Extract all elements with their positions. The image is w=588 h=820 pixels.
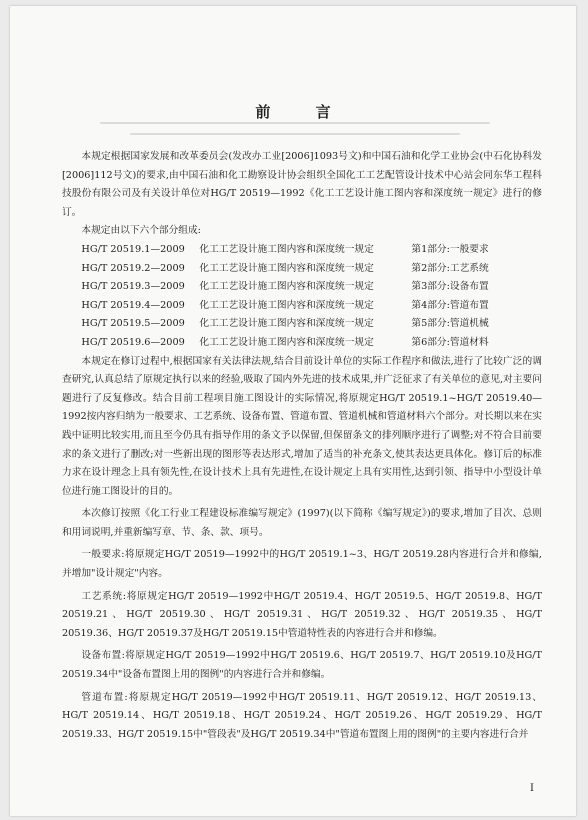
document-body [62,148,542,744]
part-section: 第5部分:管道机械 [411,318,489,330]
parts-list-item [62,315,542,334]
bleed-through-line [100,122,490,124]
parts-list-item [62,260,542,279]
part-name: 化工工艺设计施工图内容和深度统一规定 [199,262,374,274]
part-name: 化工工艺设计施工图内容和深度统一规定 [199,281,374,293]
part-section: 第4部分:管道布置 [411,299,489,311]
part-name: 化工工艺设计施工图内容和深度统一规定 [199,336,374,348]
part-name: 化工工艺设计施工图内容和深度统一规定 [199,318,374,330]
part-section: 第2部分:工艺系统 [411,262,489,274]
part-code: HG/T 20519.3—2009 [81,281,185,293]
intro-paragraph: 本规定根据国家发展和改革委员会(发改办工业[2006]1093号文)和中国石油和化学工业协会(中石化协科发[2006]112号文)的要求,由中国石油和化工勘察设计协会组织全国化工工艺配管设计技术中心站会同东华工程科技股份有限公司及有关设计单位对HG/T 20519—1992《化工工艺设计施工图内容和深度统一规定》进行的修订。 [62,151,542,218]
part-code: HG/T 20519.1—2009 [81,243,185,255]
page-number: I [530,783,534,794]
part-code: HG/T 20519.6—2009 [81,336,185,348]
part-section: 第3部分:设备布置 [411,281,489,293]
parts-list-item [62,334,542,353]
part-code: HG/T 20519.2—2009 [81,262,185,274]
parts-list-item [62,278,542,297]
part-name: 化工工艺设计施工图内容和深度统一规定 [199,243,374,255]
page-title: 前 言 [255,103,351,121]
part-code: HG/T 20519.5—2009 [81,318,185,330]
piping-layout-paragraph: 管道布置:将原规定HG/T 20519—1992中HG/T 20519.11、HG/T 20519.12、HG/T 20519.13、HG/T 20519.14、HG/T 20519.18、HG/T 20519.24、HG/T 20519.26、HG/T 20519.29、HG/T 20519.33、HG/T 20519.15中"管段表"及HG/T 20519.34中"管道布置图上用的图例"的主要内容进行合并 [62,691,542,740]
part-code: HG/T 20519.4—2009 [81,299,185,311]
parts-list-item [62,297,542,316]
process-system-paragraph: 工艺系统:将原规定HG/T 20519—1992中HG/T 20519.4、HG/T 20519.5、HG/T 20519.8、HG/T 20519.21、HG/T 20519.30、HG/T 20519.31、HG/T 20519.32、HG/T 20519.35、HG/T 20519.36、HG/T 20519.37及HG/T 20519.15中管道特性表的内容进行合并和修编。 [62,590,542,639]
general-requirements-paragraph: 一般要求:将原规定HG/T 20519—1992中的HG/T 20519.1~3、HG/T 20519.28内容进行合并和修编,并增加"设计规定"内容。 [62,549,542,580]
bleed-through-line [130,133,460,135]
document-page [10,6,576,816]
part-section: 第1部分:一般要求 [411,243,489,255]
part-name: 化工工艺设计施工图内容和深度统一规定 [199,299,374,311]
equipment-layout-paragraph: 设备布置:将原规定HG/T 20519—1992中HG/T 20519.6、HG/T 20519.7、HG/T 20519.10及HG/T 20519.34中"设备布置图上用的图例"的内容进行合并和修编。 [62,650,542,681]
parts-intro: 本规定由以下六个部分组成: [81,225,201,237]
part-section: 第6部分:管道材料 [411,336,489,348]
parts-list-item [62,241,542,260]
editing-paragraph: 本次修订按照《化工行业工程建设标准编写规定》(1997)(以下简称《编写规定》)的要求,增加了目次、总则和用词说明,并重新编写章、节、条、款、项号。 [62,508,542,538]
parts-list [62,241,542,353]
revision-paragraph: 本规定在修订过程中,根据国家有关法律法规,结合目前设计单位的实际工作程序和做法,进行了比较广泛的调查研究,认真总结了原规定执行以来的经验,吸取了国内外先进的技术成果,并广泛征求了有关单位的意见,对主要问题进行了反复修改。结合目前工程项目施工图设计的实际情况,将原规定HG/T 20519.1~HG/T 20519.40—1992按内容归纳为一般要求、工艺系统、设备布置、管道布置、管道机械和管道材料六个部分。对长期以来在实践中证明比较实用,而且至今仍具有指导作用的条文予以保留,但保留条文的排列顺序进行了调整;对不符合目前要求的条文进行了删改;对一些新出现的图形等表达形式,增加了适当的补充条文,使其表达更具体化。修订后的标准力求在设计理念上具有领先性,在设计技术上具有先进性,在设计规定上具有实用性,达到引领、指导中小型设计单位进行施工图设计的目的。 [62,355,542,497]
